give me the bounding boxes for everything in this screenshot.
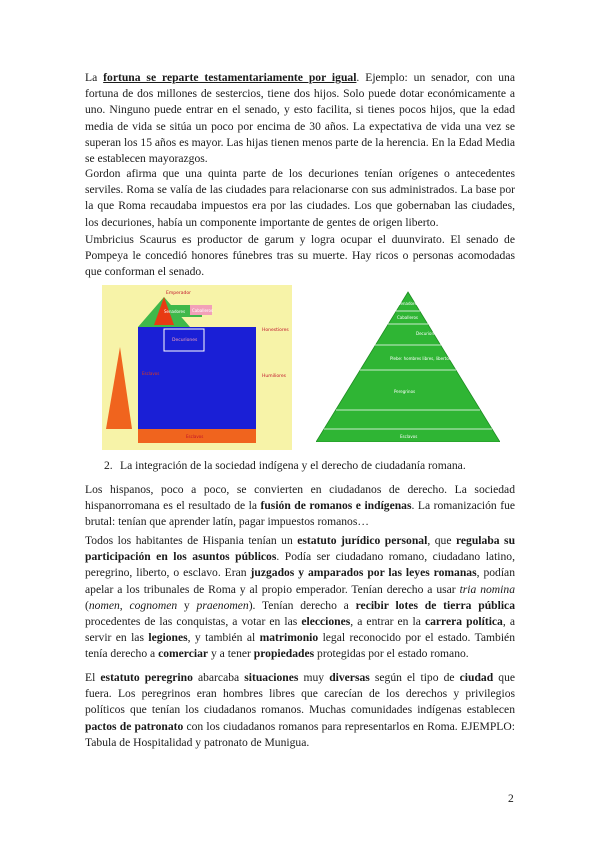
text-span: , a servir en las: [85, 615, 515, 645]
text-span: . Ejemplo: un senador, con una fortuna de dos millones de sestercios, tiene dos hijos. Solo puede dotar económicamente a uno. Ninguno puede entrar en el senado, y esto facilita, si tienes pocos hijos, que la edad media de vida se sitúa un poco por encima de 30 años. La expectativa de vida una vez se superan los 15 años es mayor. Las hijas tienen menos parte de la herencia. En la Edad Media se establecen mayorazgos.: [85, 71, 515, 166]
text-span: ). Tenían derecho a: [248, 598, 356, 612]
text-span: y a tener: [208, 647, 254, 661]
text-span: , a entrar en la: [350, 615, 425, 629]
label-green-a: Senadores: [164, 309, 186, 314]
social-structure-diagram: [102, 285, 292, 450]
paragraph-estatuto-peregrino: [85, 670, 515, 751]
bold-phrase: recibir lotes de tierra pública: [355, 598, 515, 612]
text-span: , podían apelar a los tribunales de Roma y al propio emperador. Tenían derecho a usar: [85, 566, 515, 596]
paragraph-umbricius: Umbricius Scaurus es productor de garum y logra ocupar el duunvirato. El senado de Pompeya le concedió honores fúnebres tras su muerte. Hay ricos o personas acomodadas que conforman el senado.: [85, 233, 515, 279]
bold-phrase: fusión de romanos e indígenas: [260, 499, 412, 513]
text-span: y: [177, 598, 197, 612]
bold-phrase: elecciones: [301, 615, 351, 629]
bold-phrase: situaciones: [244, 671, 299, 684]
paragraph-decuriones: Gordon afirma que una quinta parte de los decuriones tenían orígenes o antecedentes serviles. Roma se valía de las ciudades para relacionarse con sus administrados. La base por la que Roma recaudaba impuestos era por las ciudades. Los que gobernaban las ciudades, los decuriones, había un componente importante de gentes de origen liberto.: [85, 167, 515, 229]
pyramid-level: Caballeros: [397, 315, 419, 320]
text-span: Los hispanos, poco a poco, se convierten en ciudadanos de derecho. La sociedad hispanorromana es el resultado de la: [85, 483, 515, 513]
list-text: La integración de la sociedad indígena y el derecho de ciudadanía romana.: [120, 459, 466, 472]
text-span: legal reconocido por el estado. También tenía derecho a: [85, 631, 516, 661]
label-right-bottom: Humiliores: [262, 374, 286, 379]
pyramid-level: Plebe: hombres libres, libertos: [390, 356, 451, 361]
text-span: muy: [298, 671, 330, 684]
pyramid-level: Senadores: [398, 301, 420, 306]
paragraph-inheritance: [85, 70, 515, 167]
page-number: 2: [508, 793, 514, 805]
bold-phrase: carrera política: [424, 615, 503, 629]
italic-phrase: nomen: [88, 598, 120, 612]
bold-phrase: pactos de patronato: [85, 719, 184, 733]
list-item-heading: [104, 458, 466, 474]
label-right-top: Honestiores: [262, 328, 289, 333]
social-pyramid-diagram: [316, 290, 500, 442]
text-span: El: [85, 671, 101, 684]
text-span: La: [85, 71, 104, 84]
paragraph-estatuto-juridico: [85, 533, 515, 663]
italic-phrase: praenomen: [196, 598, 249, 612]
bold-phrase: comerciar: [158, 647, 209, 661]
text-span: protegidas por el estado romano.: [314, 647, 469, 661]
bold-phrase: propiedades: [253, 647, 315, 661]
label-pink: Decuriones: [172, 338, 198, 343]
list-number: 2.: [104, 459, 113, 472]
pyramid-level: Peregrinos: [394, 389, 416, 394]
bold-phrase: regulaba su participación en los asuntos públicos: [85, 534, 516, 564]
paragraph-hispanos: [85, 482, 515, 531]
pyramid-level: Esclavos: [400, 434, 418, 439]
bold-phrase: fortuna se reparte testamentariamente por igual: [103, 71, 357, 84]
text-span: , que: [427, 534, 456, 547]
text-span: . La romanización fue brutal: tenían que aprender latín, pagar impuestos romanos…: [85, 499, 516, 529]
bold-phrase: ciudad: [459, 671, 494, 684]
text-span: que fuera. Los peregrinos eran hombres libres que carecían de los derechos y privilegios políticos que tenían los ciudadanos romanos. Muchas comunidades indígenas establecen: [85, 671, 516, 717]
pyramid-level: Decuriones (elite municipal): [416, 331, 473, 336]
text-span: según el tipo de: [369, 671, 460, 684]
label-bottom-bar: Esclavos: [186, 434, 204, 439]
label-green-b: Caballeros: [192, 308, 214, 313]
text-span: Todos los habitantes de Hispania tenían un: [85, 534, 298, 547]
text-span: ,: [119, 598, 130, 612]
text-span: . Podía ser ciudadano romano, ciudadano latino, peregrino, liberto, o esclavo. Eran: [85, 550, 515, 580]
label-orange-side: Esclavos: [142, 371, 160, 376]
text-span: , y también al: [187, 631, 260, 645]
text-span: abarcaba: [192, 671, 245, 684]
text-span: (: [85, 598, 89, 612]
italic-phrase: tria nomina: [459, 582, 515, 596]
bold-phrase: estatuto jurídico personal: [297, 534, 428, 547]
text-span: con los ciudadanos romanos para representarlos en Roma. EJEMPLO: Tabula de Hospitalidad y patronato de Munigua.: [85, 719, 515, 749]
text-span: procedentes de las conquistas, a votar en las: [85, 615, 302, 629]
bold-phrase: legiones: [148, 631, 188, 645]
bold-phrase: estatuto peregrino: [100, 671, 193, 684]
label-top: Emperador: [166, 291, 191, 296]
bold-phrase: diversas: [329, 671, 370, 684]
bold-phrase: matrimonio: [259, 631, 319, 645]
italic-phrase: cognomen: [129, 598, 178, 612]
bold-phrase: juzgados y amparados por las leyes romanas: [250, 566, 477, 580]
